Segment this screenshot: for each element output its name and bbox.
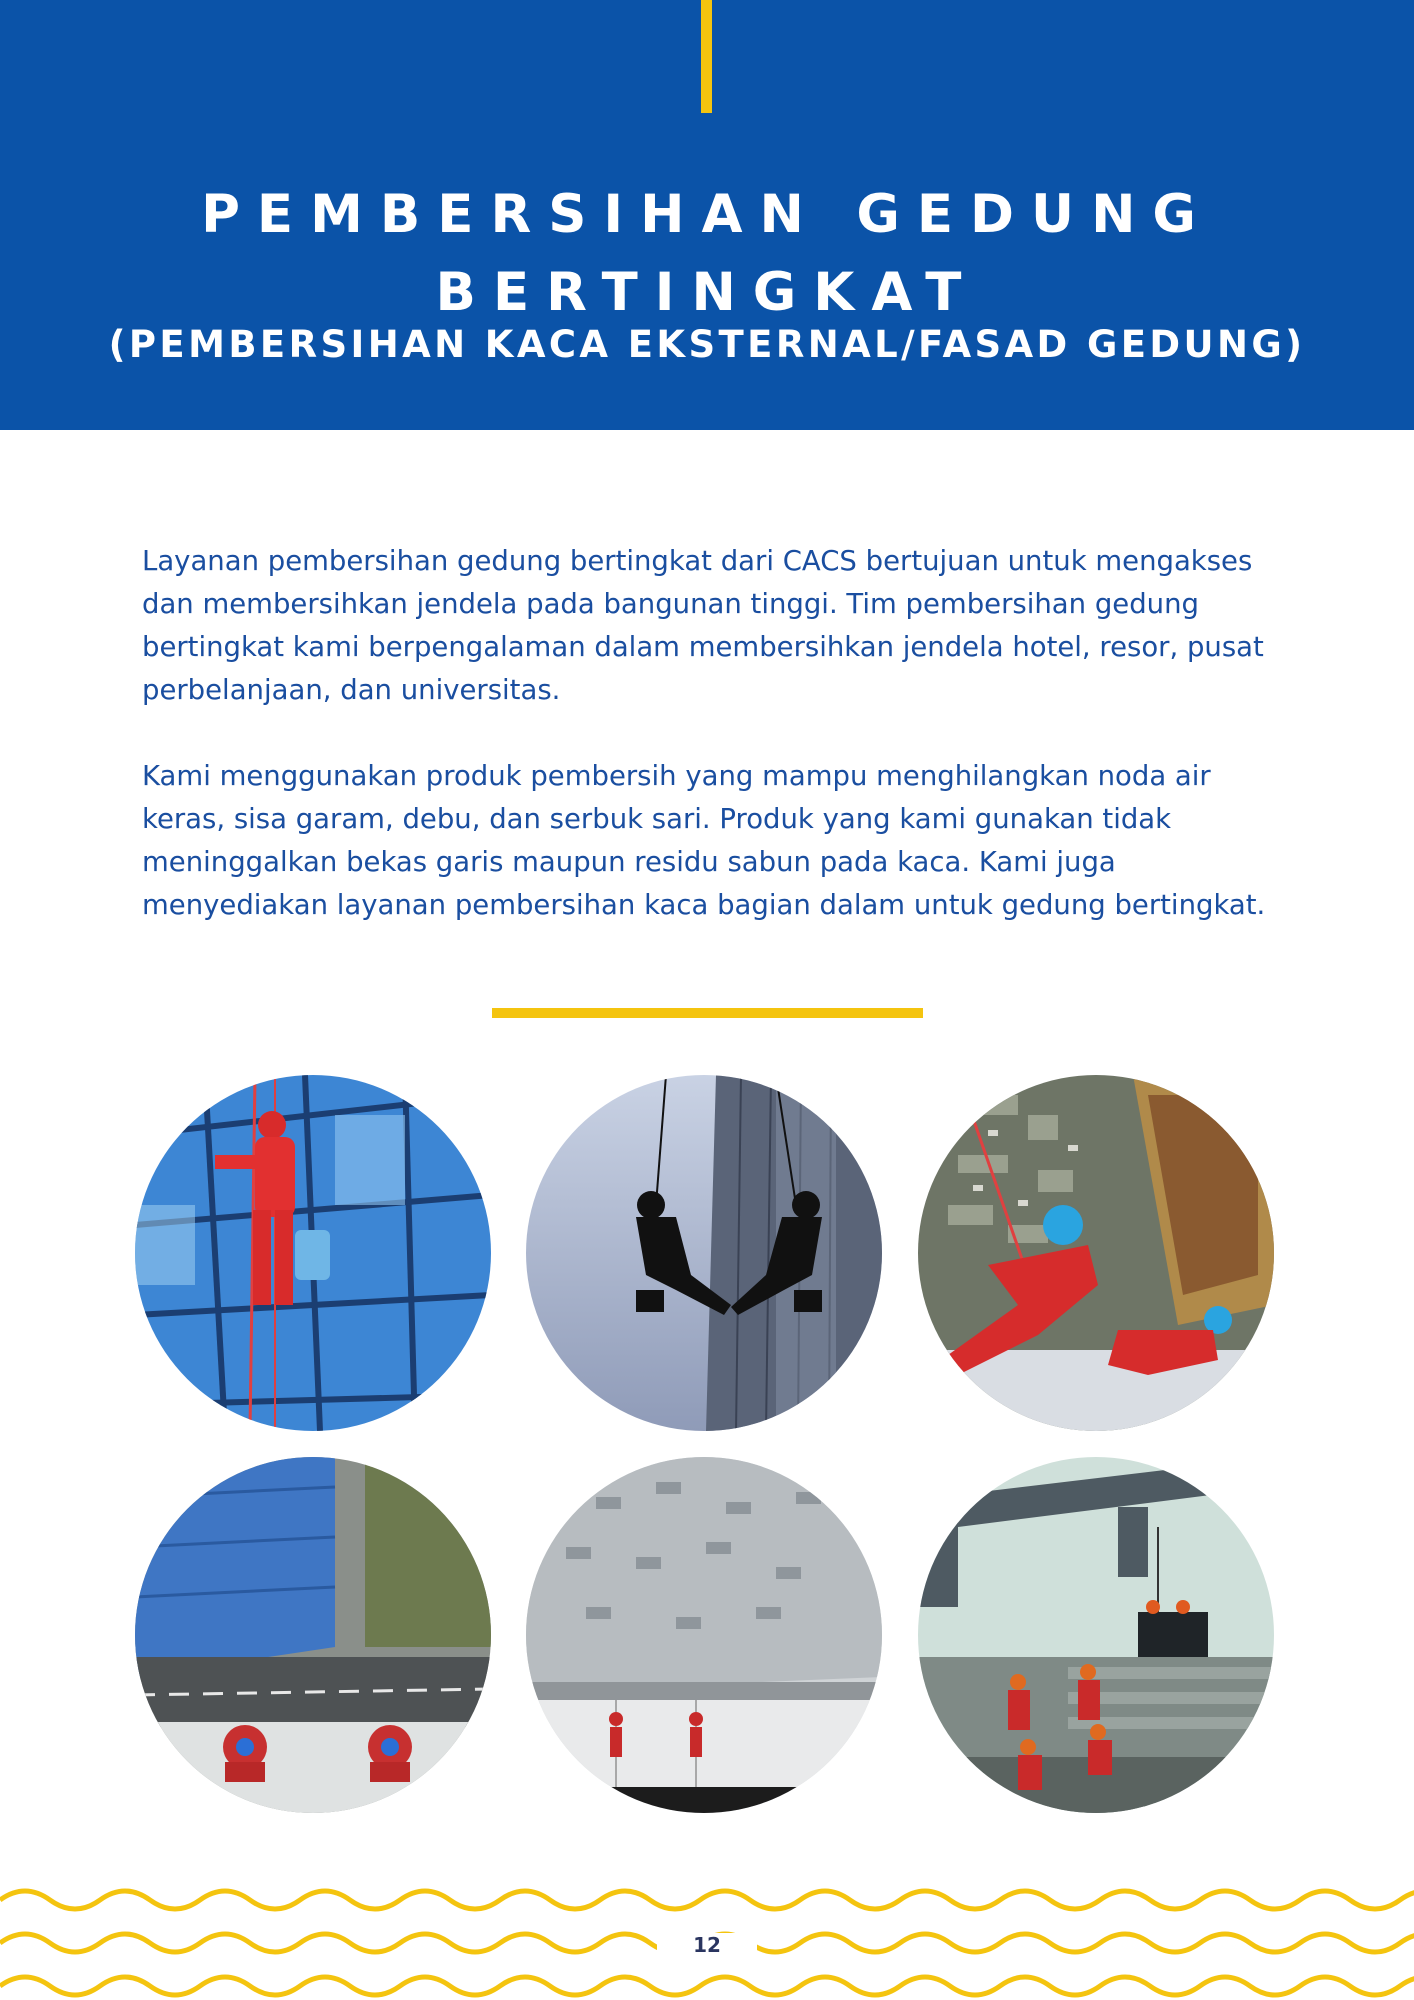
page-number: 12 [657,1933,757,1957]
section-divider [492,1008,923,1018]
page-title [0,176,1414,332]
page-subtitle: (PEMBERSIHAN KACA EKSTERNAL/FASAD GEDUNG) [108,323,1306,366]
photo-silhouette-climbers [526,1075,882,1431]
page-title-line-2: BERTINGKAT [435,262,979,323]
page-title-line-1: PEMBERSIHAN GEDUNG [201,184,1213,245]
photo-aerial-climbers-street [135,1457,491,1813]
photo-window-cleaner-red-suit [135,1075,491,1431]
paragraph-2: Kami menggunakan produk pembersih yang mampu menghilangkan noda air keras, sisa garam, debu, dan serbuk sari. Produk yang kami gunakan tidak meninggalkan bekas garis maupun residu sabun pada kaca. Kami juga menyediakan layanan pembersihan kaca bagian dalam untuk gedung bertingkat. [142,760,1266,921]
photo-climbers-above-city [918,1075,1274,1431]
photo-white-facade-climbers [526,1457,882,1813]
header-accent-bar [701,0,712,113]
paragraph-1: Layanan pembersihan gedung bertingkat dari CACS bertujuan untuk mengakses dan membersihkan jendela pada bangunan tinggi. Tim pembersihan gedung bertingkat kami berpengalaman dalam membersihkan jendela hotel, resor, pusat perbelanjaan, dan universitas. [142,545,1264,706]
body-text [142,540,1292,927]
header-banner [0,0,1414,430]
photo-gondola-rooftop-crew [918,1457,1274,1813]
